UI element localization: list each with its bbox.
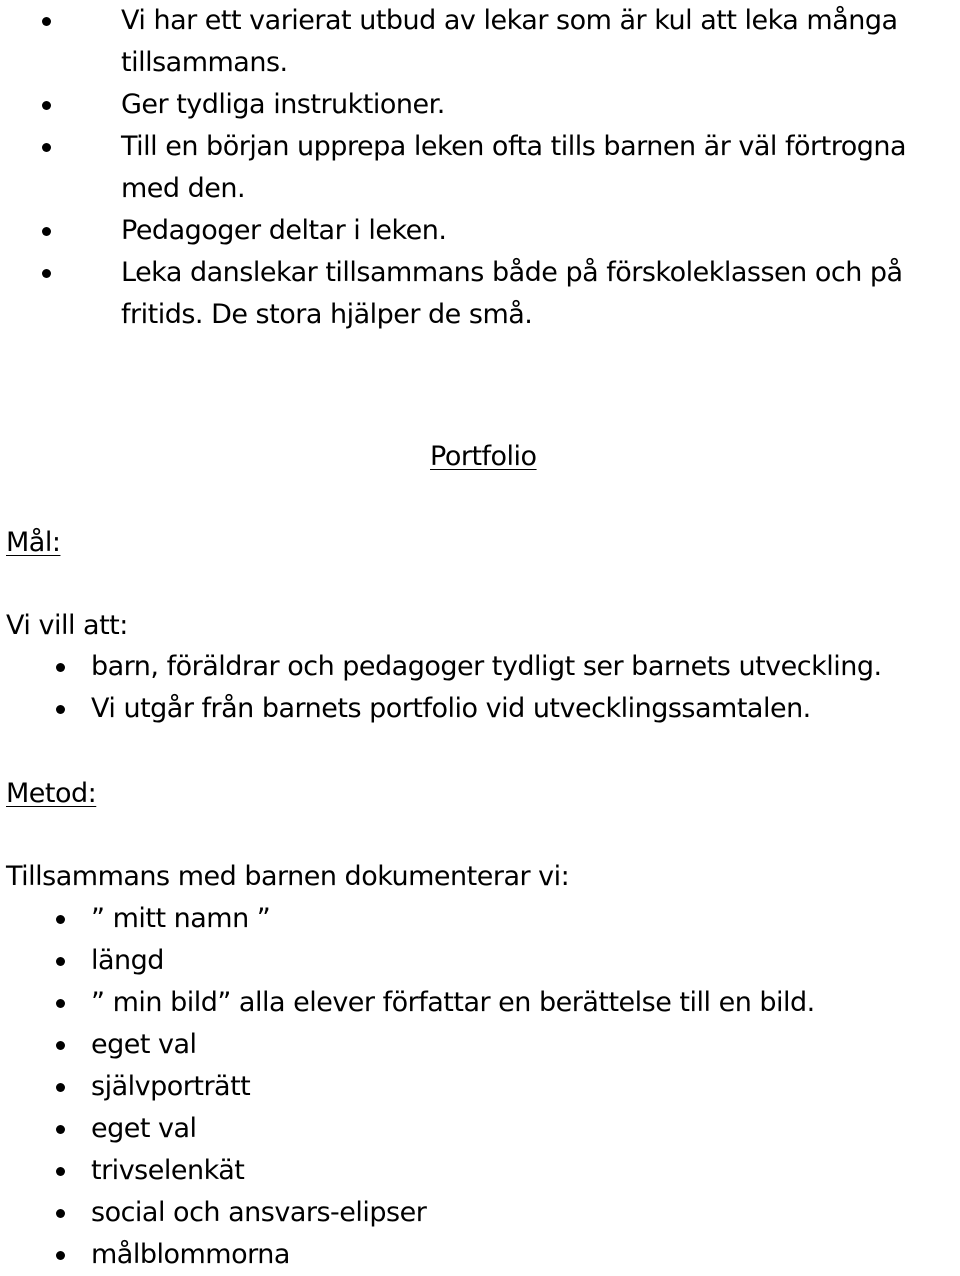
list-item [91,646,957,688]
list-item [91,1192,957,1234]
list-item [91,1150,957,1192]
goal-heading: Mål: [6,527,61,558]
bullet-icon [56,915,65,924]
bullet-icon [56,999,65,1008]
list-item [121,126,957,210]
list-item [121,210,957,252]
method-intro: Tillsammans med barnen dokumenterar vi: [6,861,570,892]
list-item [91,1024,957,1066]
list-item [121,84,957,126]
bullet-icon [56,1083,65,1092]
list-item [91,982,957,1024]
list-item-text: social och ansvars-elipser [91,1197,427,1228]
bullet-icon [56,1209,65,1218]
bullet-icon [56,705,65,714]
bullet-icon [56,1125,65,1134]
list-item-text: eget val [91,1113,197,1144]
list-item [91,1108,957,1150]
bullet-icon [42,17,51,26]
list-item-text: Vi utgår från barnets portfolio vid utvecklingssamtalen. [91,693,811,724]
list-item [121,0,957,84]
list-item-text: barn, föräldrar och pedagoger tydligt ser barnets utveckling. [91,651,882,682]
list-item [91,940,957,982]
list-item-text: längd [91,945,164,976]
bullet-icon [56,1251,65,1260]
list-item [91,898,957,940]
method-heading: Metod: [6,778,97,809]
top-bullet-list [121,0,957,336]
list-item [91,688,957,730]
bullet-icon [42,269,51,278]
list-item-text: ” min bild” alla elever författar en berättelse till en bild. [91,987,815,1018]
section-title: Portfolio [430,441,537,472]
list-item-text: Vi har ett varierat utbud av lekar som är kul att leka många tillsammans. [121,5,898,78]
list-item-text: eget val [91,1029,197,1060]
bullet-icon [56,957,65,966]
bullet-icon [42,143,51,152]
list-item-text: Till en början upprepa leken ofta tills barnen är väl förtrogna med den. [121,131,907,204]
list-item-text: trivselenkät [91,1155,245,1186]
list-item-text: ” mitt namn ” [91,903,271,934]
bullet-icon [42,101,51,110]
list-item [91,1066,957,1108]
list-item-text: självporträtt [91,1071,251,1102]
method-bullet-list [91,898,957,1276]
bullet-icon [56,663,65,672]
bullet-icon [42,227,51,236]
list-item [121,252,957,336]
list-item-text: Ger tydliga instruktioner. [121,89,445,120]
list-item-text: Pedagoger deltar i leken. [121,215,447,246]
bullet-icon [56,1167,65,1176]
goal-intro: Vi vill att: [6,610,128,641]
bullet-icon [56,1041,65,1050]
goal-bullet-list [91,646,957,730]
list-item-text: målblommorna [91,1239,290,1270]
list-item-text: Leka danslekar tillsammans både på förskoleklassen och på fritids. De stora hjälper de små. [121,257,903,330]
